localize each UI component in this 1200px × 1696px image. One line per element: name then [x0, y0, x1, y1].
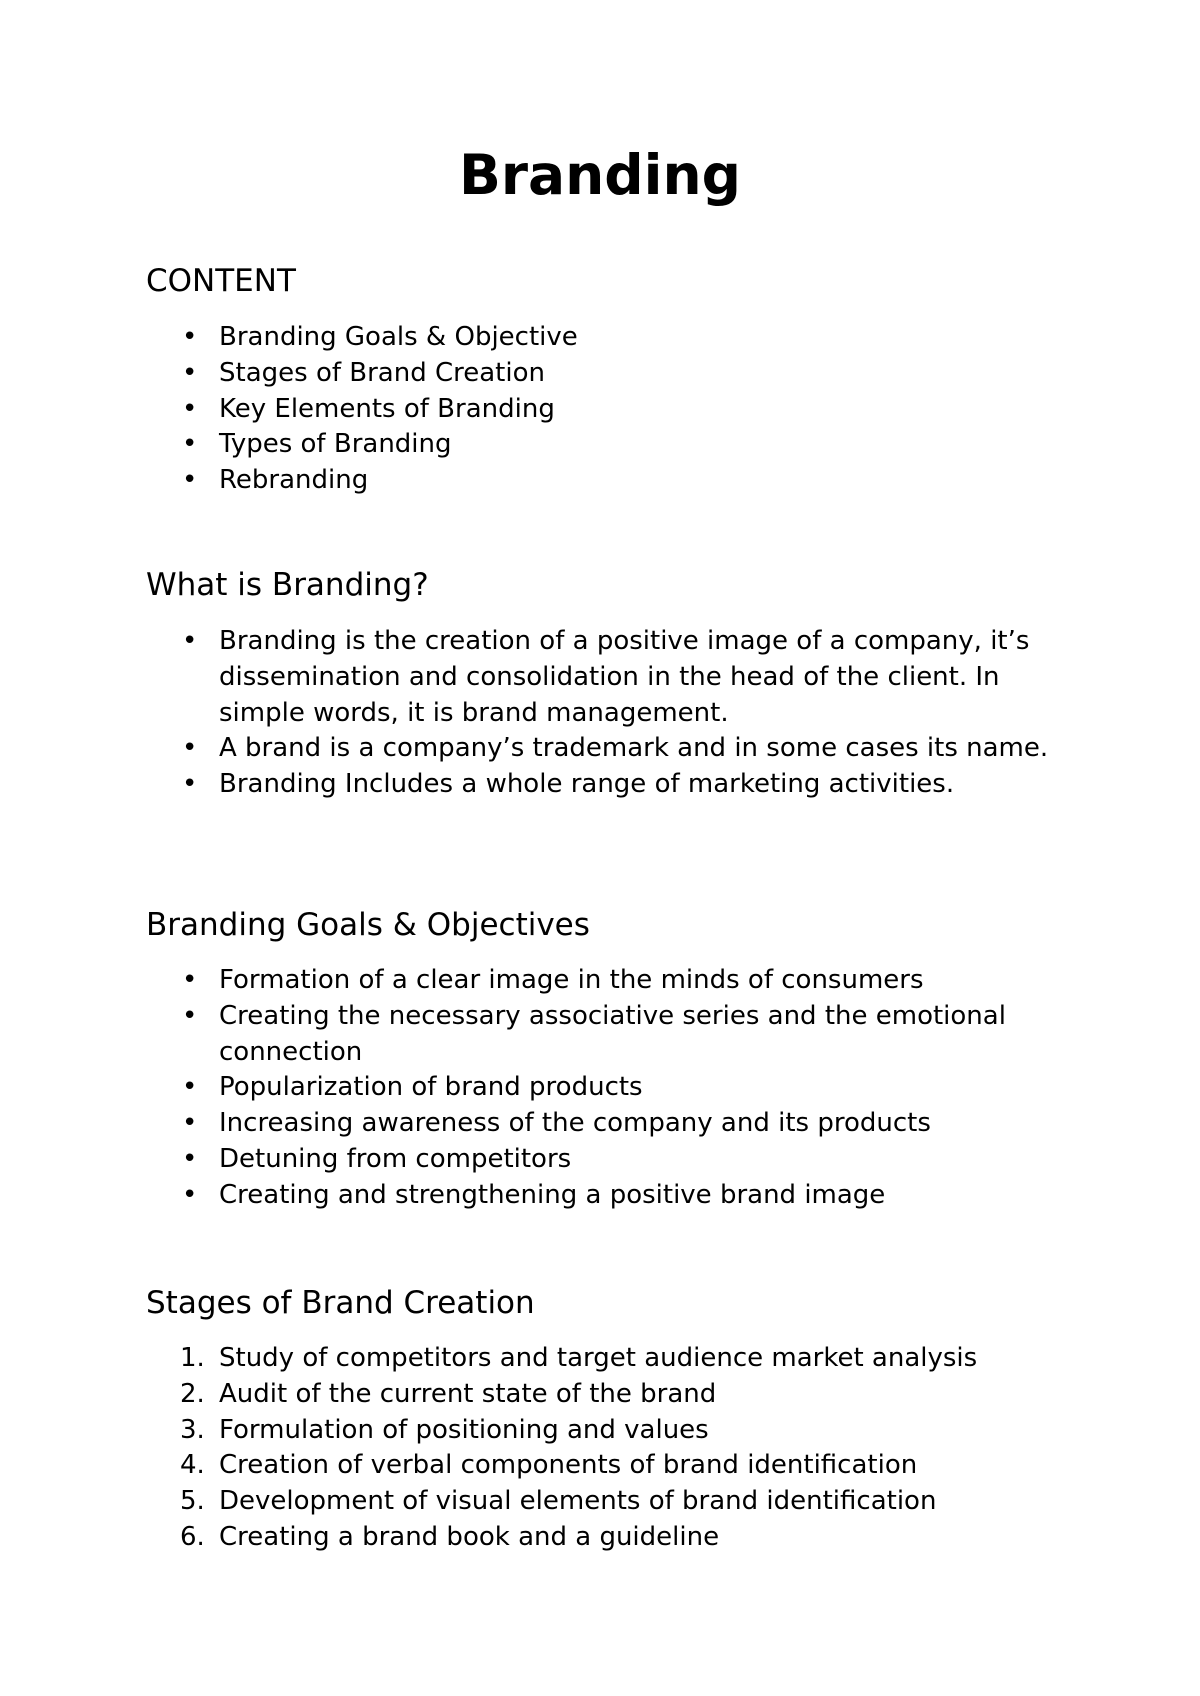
list-item — [0, 1413, 1059, 1449]
list-number: 1. — [180, 1343, 205, 1373]
list-item-text: Key Elements of Branding — [219, 393, 555, 424]
list-item — [0, 1178, 1059, 1214]
list-item — [0, 1448, 1059, 1484]
list-item-text: Development of visual elements of brand identification — [219, 1486, 937, 1517]
bullet-icon: • — [182, 1143, 198, 1174]
bullet-icon: • — [182, 733, 198, 764]
bullet-icon: • — [182, 1108, 198, 1139]
section-heading-stages: Stages of Brand Creation — [146, 1285, 535, 1321]
bullet-icon: • — [182, 1179, 198, 1210]
list-item-text: Audit of the current state of the brand — [219, 1378, 717, 1409]
what-is-branding-list — [0, 624, 1059, 803]
list-item — [0, 963, 1059, 999]
list-number: 6. — [180, 1521, 205, 1552]
list-item — [0, 1070, 1059, 1106]
bullet-icon: • — [182, 1000, 198, 1031]
list-item-text: Popularization of brand products — [219, 1072, 643, 1103]
list-item-text: Branding Goals & Objective — [219, 322, 578, 352]
list-item — [0, 463, 1059, 499]
list-item — [0, 731, 1059, 767]
list-item — [0, 624, 1059, 731]
list-item-text: Rebranding — [219, 465, 369, 496]
list-item-text: Branding is the creation of a positive image of a company, it’s dissemination and consolidation in the head of the client. In simple words, it is brand management. — [219, 626, 1030, 728]
list-item — [0, 1484, 1059, 1520]
list-item — [0, 427, 1059, 463]
list-number: 3. — [180, 1414, 205, 1445]
list-item-text: Creating a brand book and a guideline — [219, 1521, 720, 1552]
list-item-text: Creating and strengthening a positive brand image — [219, 1179, 886, 1210]
bullet-icon: • — [182, 1072, 198, 1103]
list-item — [0, 1106, 1059, 1142]
list-item-text: Stages of Brand Creation — [219, 357, 545, 388]
list-item-text: Creating the necessary associative series and the emotional connection — [219, 1000, 1006, 1067]
list-number: 4. — [180, 1450, 205, 1481]
list-number: 2. — [180, 1378, 205, 1409]
list-item-text: A brand is a company’s trademark and in some cases its name. — [219, 733, 1049, 764]
list-item — [0, 356, 1059, 392]
bullet-icon: • — [182, 322, 198, 352]
list-item-text: Study of competitors and target audience market analysis — [219, 1343, 978, 1373]
bullet-icon: • — [182, 429, 198, 460]
bullet-icon: • — [182, 965, 198, 995]
goals-objectives-list — [0, 963, 1059, 1214]
list-item-text: Branding Includes a whole range of marketing activities. — [219, 769, 955, 800]
list-item-text: Types of Branding — [219, 429, 452, 460]
list-item-text: Creation of verbal components of brand identification — [219, 1450, 918, 1481]
list-item-text: Detuning from competitors — [219, 1143, 572, 1174]
stages-list — [0, 1341, 1059, 1556]
list-item — [0, 1142, 1059, 1178]
list-item — [0, 767, 1059, 803]
list-number: 5. — [180, 1486, 205, 1517]
bullet-icon: • — [182, 769, 198, 800]
list-item — [0, 1377, 1059, 1413]
list-item-text: Formation of a clear image in the minds of consumers — [219, 965, 924, 995]
content-list — [0, 320, 1059, 499]
list-item — [0, 1520, 1059, 1556]
list-item-text: Formulation of positioning and values — [219, 1414, 709, 1445]
bullet-icon: • — [182, 357, 198, 388]
list-item-text: Increasing awareness of the company and its products — [219, 1108, 931, 1139]
bullet-icon: • — [182, 465, 198, 496]
section-heading-goals-objectives: Branding Goals & Objectives — [146, 907, 590, 943]
list-item — [0, 392, 1059, 428]
section-heading-content: CONTENT — [146, 263, 296, 299]
document-title: Branding — [458, 143, 742, 207]
section-heading-what-is-branding: What is Branding? — [146, 567, 429, 603]
bullet-icon: • — [182, 393, 198, 424]
bullet-icon: • — [182, 626, 198, 656]
list-item — [0, 1341, 1059, 1377]
list-item — [0, 320, 1059, 356]
list-item — [0, 999, 1059, 1071]
